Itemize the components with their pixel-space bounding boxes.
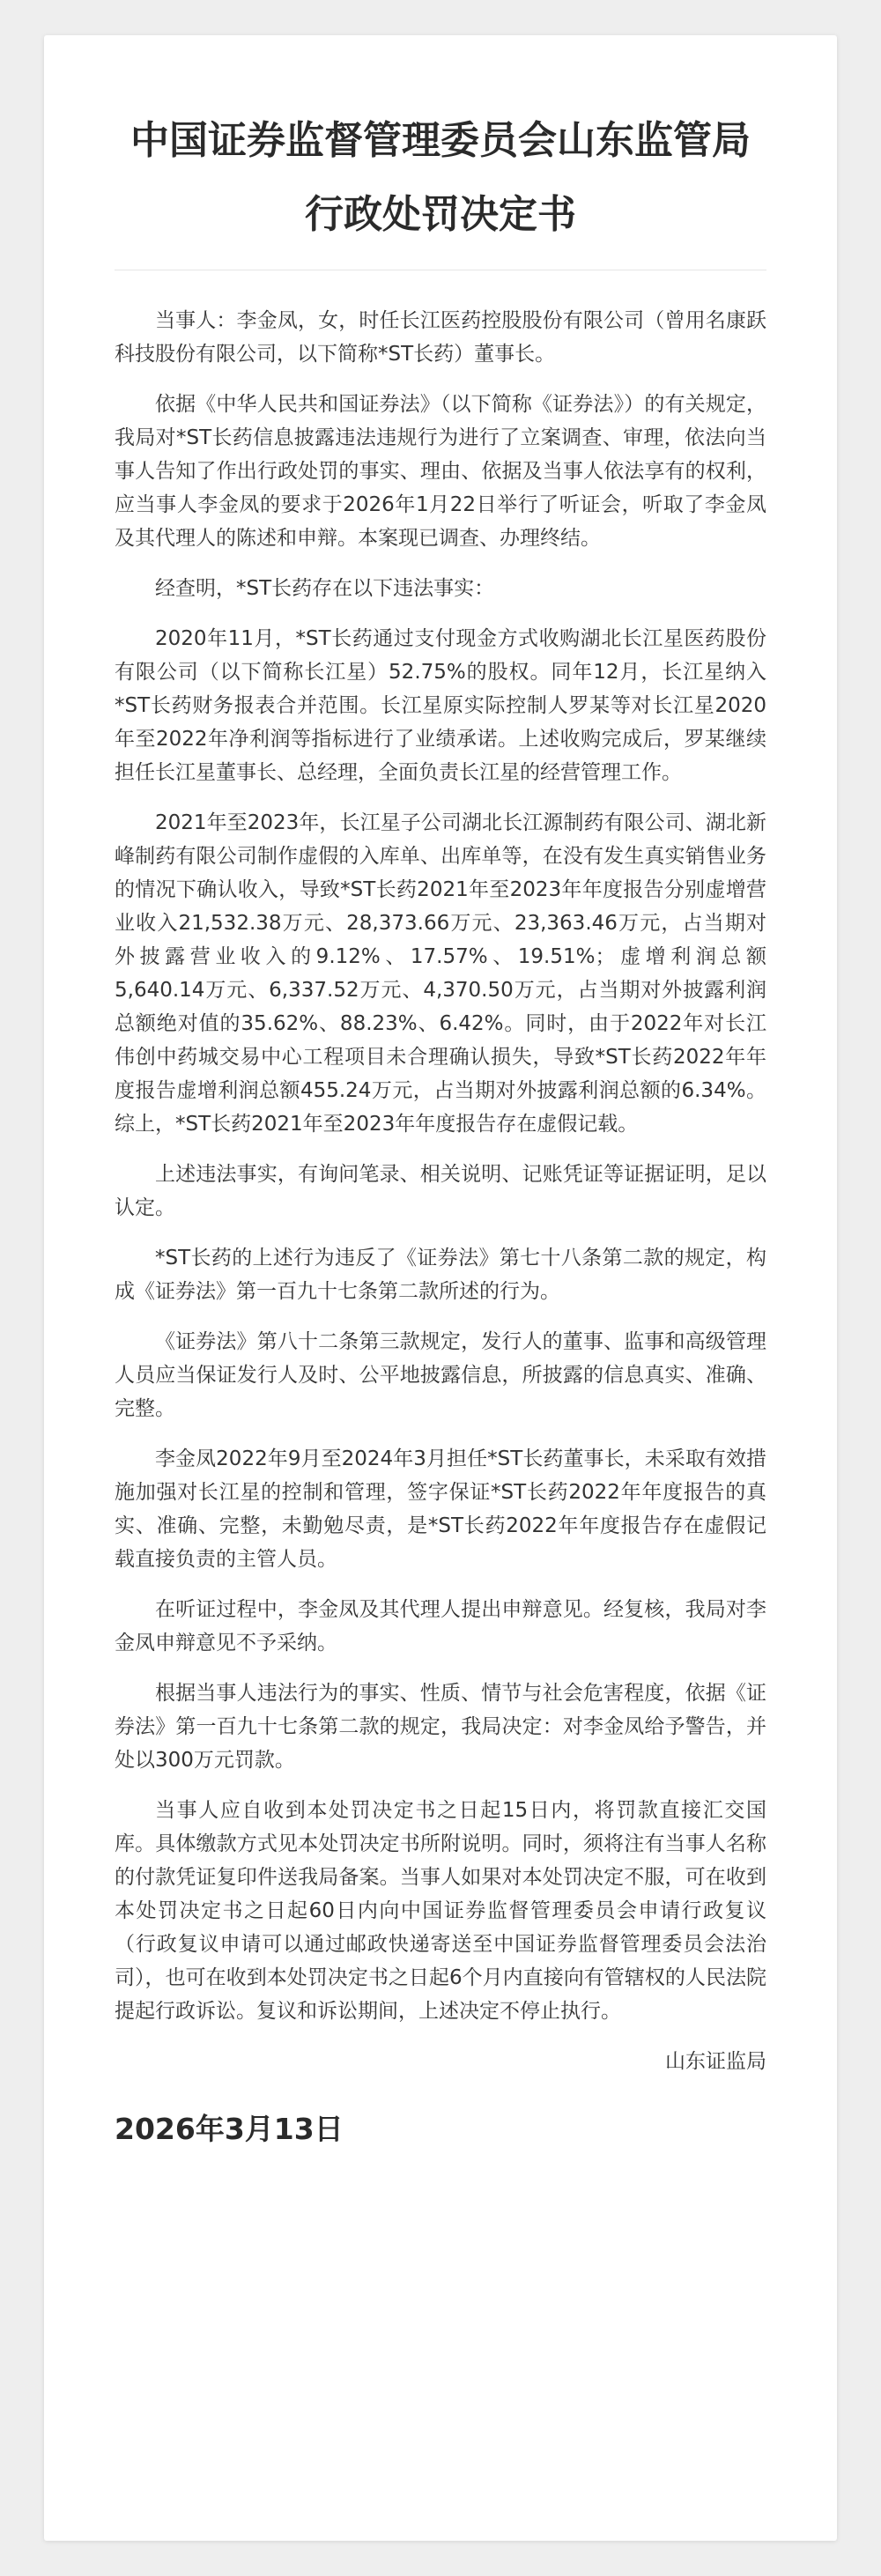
paragraph-responsibility: 李金凤2022年9月至2024年3月担任*ST长药董事长，未采取有效措施加强对长江星的控制和管理，签字保证*ST长药2022年年度报告的真实、准确、完整，未勤勉尽责，是*ST长药2022年年度报告存在虚假记载直接负责的主管人员。 — [115, 1447, 766, 1571]
paragraph-violation: *ST长药的上述行为违反了《证券法》第七十八条第二款的规定，构成《证券法》第一百九十七条第二款所述的行为。 — [115, 1247, 766, 1303]
title-line-2: 行政处罚决定书 — [305, 192, 576, 237]
document-body — [115, 304, 766, 2028]
paragraph-party: 当事人：李金凤，女，时任长江医药控股股份有限公司（曾用名康跃科技股份有限公司，以下简称*ST长药）董事长。 — [115, 309, 766, 366]
paragraph-evidence: 上述违法事实，有询问笔录、相关说明、记账凭证等证据证明，足以认定。 — [115, 1163, 766, 1219]
paragraph-false-revenue: 2021年至2023年，长江星子公司湖北长江源制药有限公司、湖北新峰制药有限公司制作虚假的入库单、出库单等，在没有发生真实销售业务的情况下确认收入，导致*ST长药2021年至2023年年度报告分别虚增营业收入21,532.38万元、28,373.66万元、23,363.46万元，占当期对外披露营业收入的9.12%、17.57%、19.51%；虚增利润总额5,640.14万元、6,337.52万元、4,370.50万元，占当期对外披露利润总额绝对值的35.62%、88.23%、6.42%。同时，由于2022年对长江伟创中药城交易中心工程项目未合理确认损失，导致*ST长药2022年年度报告虚增利润总额455.24万元，占当期对外披露利润总额的6.34%。综上，*ST长药2021年至2023年年度报告存在虚假记载。 — [115, 811, 766, 1136]
paragraph-procedure: 依据《中华人民共和国证券法》（以下简称《证券法》）的有关规定，我局对*ST长药信息披露违法违规行为进行了立案调查、审理，依法向当事人告知了作出行政处罚的事实、理由、依据及当事人依法享有的权利，应当事人李金凤的要求于2026年1月22日举行了听证会，听取了李金凤及其代理人的陈述和申辩。本案现已调查、办理终结。 — [115, 393, 766, 550]
paragraph-findings-intro: 经查明，*ST长药存在以下违法事实： — [155, 577, 495, 600]
document-title — [115, 104, 766, 252]
paragraph-acquisition: 2020年11月，*ST长药通过支付现金方式收购湖北长江星医药股份有限公司（以下简称长江星）52.75%的股权。同年12月，长江星纳入*ST长药财务报表合并范围。长江星原实际控制人罗某等对长江星2020年至2022年净利润等指标进行了业绩承诺。上述收购完成后，罗某继续担任长江星董事长、总经理，全面负责长江星的经营管理工作。 — [115, 627, 766, 784]
paragraph-law-article: 《证券法》第八十二条第三款规定，发行人的董事、监事和高级管理人员应当保证发行人及时、公平地披露信息，所披露的信息真实、准确、完整。 — [115, 1330, 766, 1420]
document-card — [44, 35, 837, 2541]
paragraph-decision: 根据当事人违法行为的事实、性质、情节与社会危害程度，依据《证券法》第一百九十七条第二款的规定，我局决定：对李金凤给予警告，并处以300万元罚款。 — [115, 1682, 766, 1772]
issuer-signature: 山东证监局 — [665, 2050, 766, 2073]
issue-date: 2026年3月13日 — [115, 2112, 344, 2146]
paragraph-payment-appeal: 当事人应自收到本处罚决定书之日起15日内，将罚款直接汇交国库。具体缴款方式见本处罚决定书所附说明。同时，须将注有当事人名称的付款凭证复印件送我局备案。当事人如果对本处罚决定不服，可在收到本处罚决定书之日起60日内向中国证券监督管理委员会申请行政复议（行政复议申请可以通过邮政快递寄送至中国证券监督管理委员会法治司），也可在收到本处罚决定书之日起6个月内直接向有管辖权的人民法院提起行政诉讼。复议和诉讼期间，上述决定不停止执行。 — [115, 1799, 766, 2023]
title-line-1: 中国证券监督管理委员会山东监管局 — [130, 118, 751, 163]
paragraph-hearing: 在听证过程中，李金凤及其代理人提出申辩意见。经复核，我局对李金凤申辩意见不予采纳。 — [115, 1598, 766, 1654]
